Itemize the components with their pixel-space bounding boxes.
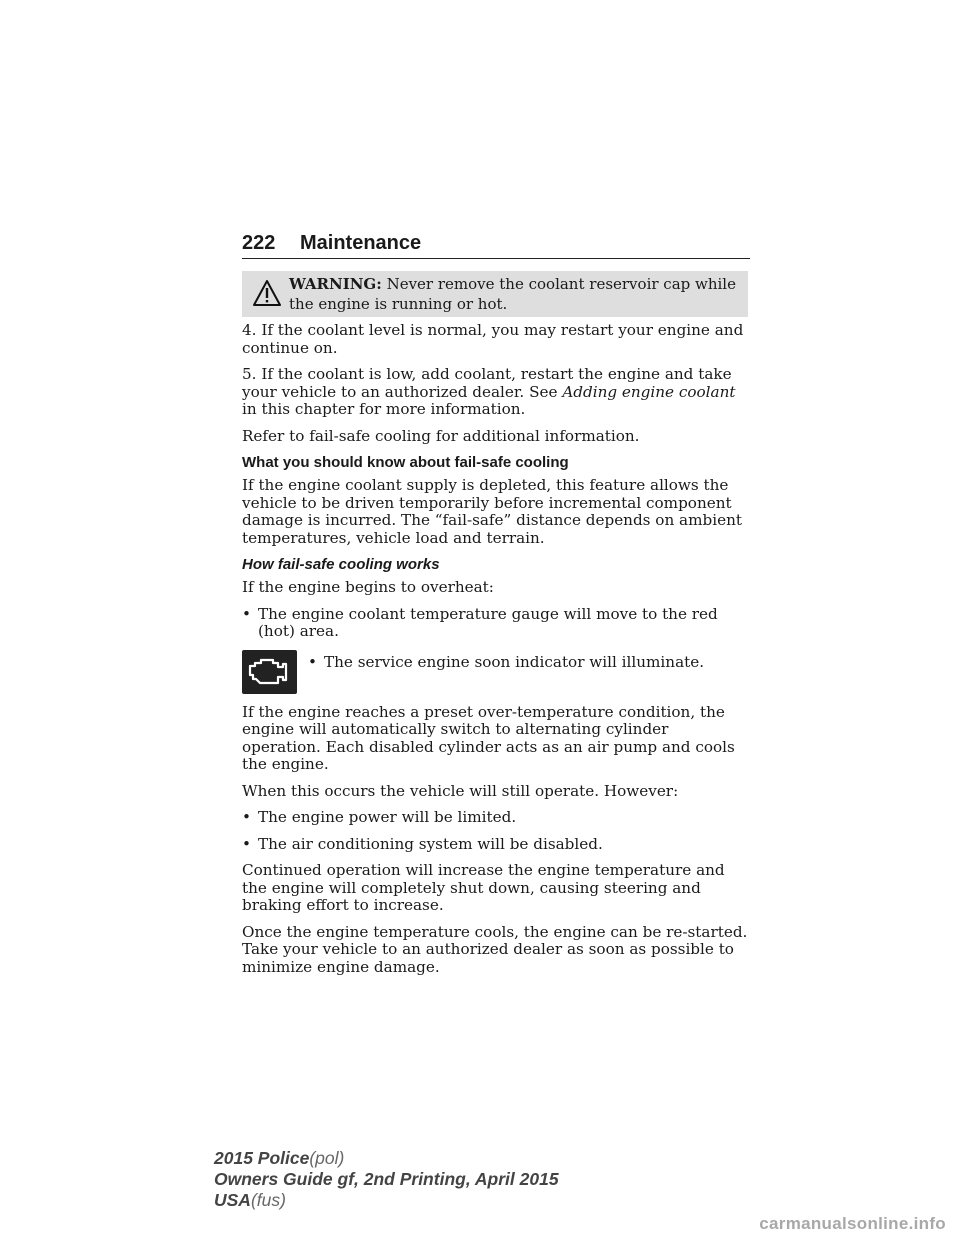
still-operate-paragraph: When this occurs the vehicle will still operate. However:	[242, 781, 679, 800]
document-footer	[214, 1148, 559, 1211]
engine-indicator-icon	[242, 650, 297, 694]
warning-box	[242, 271, 748, 317]
adding-engine-coolant-reference: Adding engine coolant	[562, 382, 736, 401]
page-number: 222	[242, 232, 276, 254]
fail-safe-intro-paragraph: If the engine coolant supply is depleted, this feature allows the vehicle to be driven temporarily before incremental component damage is incurred. The “fail-safe” distance depends on ambient temperatures, vehicle load and terrain.	[242, 476, 742, 547]
page-content	[242, 322, 750, 985]
bullet-power-limited-text: The engine power will be limited.	[258, 808, 517, 826]
warning-triangle-icon	[252, 279, 282, 307]
footer-market: USA	[214, 1190, 251, 1210]
section-heading-how-it-works: How fail-safe cooling works	[242, 556, 440, 573]
refer-paragraph: Refer to fail-safe cooling for additional information.	[242, 426, 640, 445]
engine-cools-paragraph: Once the engine temperature cools, the engine can be re-started. Take your vehicle to an authorized dealer as soon as possible to minimize engine damage.	[242, 922, 748, 976]
bullet-service-engine	[308, 654, 704, 672]
page-header	[242, 228, 750, 259]
warning-text	[289, 274, 739, 314]
watermark: carmanualsonline.info	[759, 1214, 946, 1233]
step-5-text-a: 5. If the coolant is low, add coolant, restart the engine and take your vehicle to an authorized dealer. See	[242, 365, 732, 401]
bullet-ac-disabled-text: The air conditioning system will be disabled.	[258, 834, 603, 853]
over-temperature-paragraph: If the engine reaches a preset over-temperature condition, the engine will automatically switch to alternating cylinder operation. Each disabled cylinder acts as an air pump and cools the engine.	[242, 702, 735, 773]
warning-label: WARNING:	[289, 275, 382, 293]
step-5-text-b: in this chapter for more information.	[242, 400, 526, 418]
bullet-dot: •	[242, 604, 251, 623]
footer-model-code: (pol)	[309, 1148, 345, 1168]
bullet-dot: •	[242, 808, 251, 826]
warning-body: Never remove the coolant reservoir cap while the engine is running or hot.	[289, 275, 736, 313]
footer-line-2: Owners Guide gf, 2nd Printing, April 2015	[214, 1169, 559, 1189]
bullet-service-engine-text: The service engine soon indicator will illuminate.	[324, 652, 705, 671]
indicator-row	[242, 650, 750, 694]
footer-line-1	[214, 1148, 559, 1169]
section-heading-fail-safe: What you should know about fail-safe cooling	[242, 454, 569, 471]
continued-operation-paragraph: Continued operation will increase the engine temperature and the engine will completely shut down, causing steering and braking effort to increase.	[242, 861, 725, 914]
bullet-dot: •	[242, 834, 251, 853]
bullet-gauge	[242, 606, 750, 641]
section-title: Maintenance	[300, 232, 422, 254]
footer-model: 2015 Police	[214, 1148, 310, 1168]
bullet-ac-disabled	[242, 836, 750, 854]
bullet-power-limited	[242, 809, 750, 827]
bullet-gauge-text: The engine coolant temperature gauge will move to the red (hot) area.	[258, 604, 718, 640]
footer-line-3	[214, 1190, 559, 1211]
bullet-dot: •	[308, 652, 317, 671]
footer-market-code: (fus)	[250, 1190, 286, 1210]
overheat-intro: If the engine begins to overheat:	[242, 578, 494, 596]
step-4-paragraph: 4. If the coolant level is normal, you may restart your engine and continue on.	[242, 321, 744, 357]
step-5-paragraph	[242, 366, 750, 419]
